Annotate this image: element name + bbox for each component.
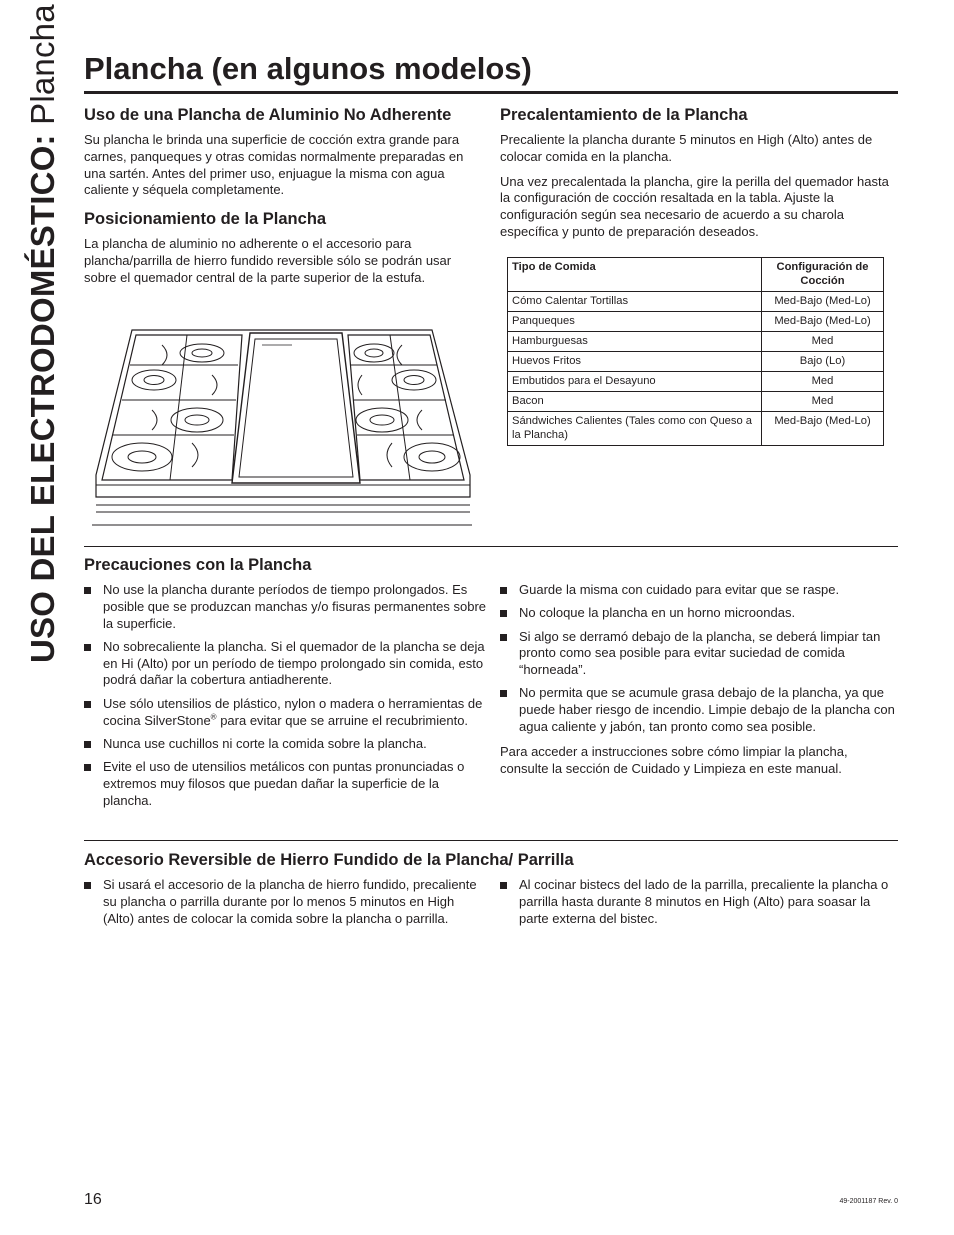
list-item (84, 582, 486, 632)
right-burner-grates (348, 335, 464, 480)
table-cell-food: Bacon (508, 392, 762, 412)
list-item-text: No sobrecaliente la plancha. Si el quemador de la plancha se deja en Hi (Alto) por un período de tiempo prolongado sin comida, esto podrá dañar la cobertura antiadherente. (103, 638, 485, 688)
table-row (508, 312, 884, 332)
precauciones-list-left (84, 582, 486, 810)
list-item (84, 877, 486, 927)
document-code: 49-2001187 Rev. 0 (839, 1198, 898, 1205)
precauciones-left (84, 553, 486, 816)
table-cell-food: Embutidos para el Desayuno (508, 372, 762, 392)
precalentamiento-p2: Una vez precalentada la plancha, gire la perilla del quemador hasta la configuración de cocción resaltada en la tabla. Ajuste la configuración según sea necesario de acuerdo a su charola específica y punto de preparación deseados. (500, 173, 889, 239)
table-header-food: Tipo de Comida (508, 258, 762, 292)
table-cell-food: Sándwiches Calientes (Tales como con Queso a la Plancha) (508, 412, 762, 446)
cooktop-griddle-illustration (92, 325, 472, 530)
precauciones-heading: Precauciones con la Plancha (84, 556, 312, 574)
precalentamiento-p1: Precaliente la plancha durante 5 minutos en High (Alto) antes de colocar comida en la plancha. (500, 132, 873, 164)
table-cell-setting: Med (762, 372, 884, 392)
precauciones-right (500, 582, 898, 785)
table-cell-setting: Bajo (Lo) (762, 352, 884, 372)
accesorio-left (84, 877, 486, 934)
table-row (508, 352, 884, 372)
precauciones-list-right (500, 582, 898, 736)
table-header-row (508, 258, 884, 292)
list-item-text: Si usará el accesorio de la plancha de hierro fundido, precaliente su plancha o parrilla durante por lo menos 5 minutos en High (Alto) antes de colocar la comida sobre la plancha o parrilla. (103, 877, 477, 926)
bullet-square-icon (84, 701, 91, 708)
list-item-text: Al cocinar bistecs del lado de la parrilla, precaliente la plancha o parrilla hasta durante 8 minutos en High (Alto) para soasar la parte externa del bistec. (519, 877, 889, 926)
table-cell-setting: Med-Bajo (Med-Lo) (762, 312, 884, 332)
uso-body: Su plancha le brinda una superficie de cocción extra grande para carnes, panqueques y otras comidas normalmente preparadas en una sartén. Antes del primer uso, enjuague la misma con agua caliente y séquela completamente. (84, 132, 464, 198)
bullet-square-icon (84, 741, 91, 748)
table-cell-setting: Med-Bajo (Med-Lo) (762, 292, 884, 312)
bullet-square-icon (500, 587, 507, 594)
side-tab-bold: USO DEL ELECTRODOMÉSTICO: (24, 134, 61, 663)
title-rule (84, 91, 898, 94)
list-item (84, 639, 486, 689)
accesorio-right (500, 877, 898, 934)
table-row (508, 332, 884, 352)
uso-heading: Uso de una Plancha de Aluminio No Adherente (84, 106, 452, 124)
list-item-text-post: para evitar que se arruine el recubrimiento. (216, 712, 469, 728)
side-tab-text (20, 4, 66, 663)
list-item (84, 696, 486, 730)
precauciones-note: Para acceder a instrucciones sobre cómo limpiar la plancha, consulte la sección de Cuidado y Limpieza en este manual. (500, 743, 848, 776)
precalentamiento-section (500, 103, 898, 249)
posicionamiento-body: La plancha de aluminio no adherente o el accesorio para plancha/parrilla de hierro fundido reversible sólo se podrán usar sobre el quemador central de la parte superior de la estufa. (84, 236, 452, 285)
bullet-square-icon (84, 882, 91, 889)
bullet-square-icon (500, 882, 507, 889)
table-row (508, 372, 884, 392)
accesorio-list-right (500, 877, 898, 927)
bullet-square-icon (500, 690, 507, 697)
table-row (508, 292, 884, 312)
list-item-text: Evite el uso de utensilios metálicos con puntas pronunciadas o extremos muy filosos que puedan dañar la superficie de la plancha. (103, 759, 465, 808)
list-item (84, 759, 486, 809)
table-row (508, 412, 884, 446)
bullet-square-icon (84, 764, 91, 771)
accesorio-list-left (84, 877, 486, 927)
accesorio-rule (84, 840, 898, 841)
page-title: Plancha (en algunos modelos) (84, 51, 532, 86)
side-tab (20, 4, 66, 663)
page-number: 16 (84, 1191, 102, 1208)
registered-mark: ® (210, 712, 217, 722)
list-item-text: No coloque la plancha en un horno microondas. (519, 605, 796, 621)
precauciones-rule (84, 546, 898, 547)
list-item (500, 582, 898, 599)
bullet-square-icon (500, 610, 507, 617)
table-cell-setting: Med-Bajo (Med-Lo) (762, 412, 884, 446)
posicionamiento-heading: Posicionamiento de la Plancha (84, 210, 327, 229)
list-item-text: No permita que se acumule grasa debajo de la plancha, ya que puede haber riesgo de incendio. Limpie debajo de la plancha con agua caliente y jabón, tan pronto como sea posible. (519, 685, 895, 735)
list-item (84, 736, 486, 753)
cooking-settings-table (507, 257, 884, 446)
side-tab-light: Plancha (24, 4, 61, 125)
table-header-setting: Configuración de Cocción (762, 258, 884, 292)
bullet-square-icon (84, 644, 91, 651)
bullet-square-icon (84, 587, 91, 594)
left-burner-grates (102, 335, 242, 480)
table-cell-setting: Med (762, 392, 884, 412)
list-item-text: Si algo se derramó debajo de la plancha, se deberá limpiar tan pronto como sea posible para evitar suciedad de comida “horneada”. (519, 628, 881, 678)
table-row (508, 392, 884, 412)
table-cell-food: Cómo Calentar Tortillas (508, 292, 762, 312)
list-item-text: Nunca use cuchillos ni corte la comida sobre la plancha. (103, 735, 427, 751)
table-cell-food: Panqueques (508, 312, 762, 332)
list-item (500, 629, 898, 679)
list-item (500, 877, 898, 927)
accesorio-heading: Accesorio Reversible de Hierro Fundido de la Plancha/ Parrilla (84, 851, 574, 869)
accesorio-section (84, 848, 898, 877)
list-item (500, 685, 898, 735)
bullet-square-icon (500, 634, 507, 641)
list-item (500, 605, 898, 622)
table-cell-food: Huevos Fritos (508, 352, 762, 372)
list-item-text: Guarde la misma con cuidado para evitar que se raspe. (519, 582, 840, 597)
precalentamiento-heading: Precalentamiento de la Plancha (500, 106, 748, 124)
list-item-text: No use la plancha durante períodos de tiempo prolongados. Es posible que se produzcan manchas y/o fisuras permanentes sobre la superficie. (103, 582, 486, 631)
table-cell-food: Hamburguesas (508, 332, 762, 352)
uso-section (84, 103, 486, 295)
table-cell-setting: Med (762, 332, 884, 352)
list-item-text-pre: Use sólo utensilios de plástico, nylon o madera o herramientas de cocina SilverStone (103, 695, 483, 728)
